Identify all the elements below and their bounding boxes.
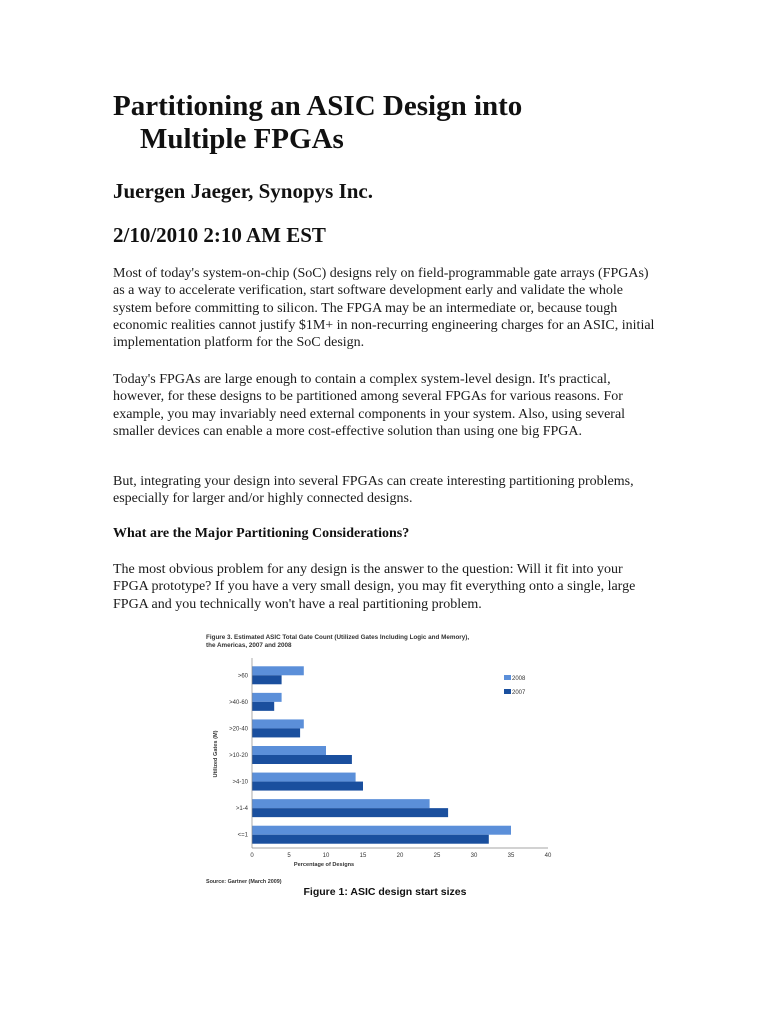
bar-2008-_10_20 bbox=[252, 746, 326, 755]
chart-title-line-2: the Americas, 2007 and 2008 bbox=[206, 642, 292, 649]
x-tick-label: 10 bbox=[322, 853, 330, 859]
category-label: >10-20 bbox=[229, 753, 248, 759]
bar-2008-_60 bbox=[252, 666, 304, 675]
bar-2007-_1_4 bbox=[252, 808, 448, 817]
bar-2007-_1 bbox=[252, 835, 489, 844]
legend-label-2008: 2008 bbox=[512, 676, 526, 682]
paragraph-4: The most obvious problem for any design is the answer to the question: Will it fit into your FPGA prototype? If you have a very small design, you may fit everything onto a single, large FPGA and you technically won't have a real partitioning problem. bbox=[113, 562, 636, 612]
category-label: >4-10 bbox=[232, 779, 248, 786]
legend-label-2007: 2007 bbox=[512, 690, 526, 696]
legend-swatch-2008 bbox=[504, 675, 511, 680]
x-tick-label: 35 bbox=[507, 853, 515, 859]
bar-2007-_4_10 bbox=[252, 782, 363, 791]
x-tick-labels bbox=[250, 853, 552, 859]
category-label: >1-4 bbox=[235, 806, 248, 813]
x-tick-label: 30 bbox=[470, 853, 478, 859]
chart-source: Source: Gartner (March 2009) bbox=[206, 879, 282, 885]
bar-2008-_1_4 bbox=[252, 799, 430, 808]
category-label: >40-60 bbox=[229, 699, 248, 706]
category-label: >60 bbox=[237, 673, 248, 680]
figure-ASIC-gate-count bbox=[200, 630, 570, 900]
bar-2008-_40_60 bbox=[252, 693, 282, 702]
section-heading: What are the Major Partitioning Considerations? bbox=[113, 526, 410, 541]
category-labels bbox=[229, 673, 249, 838]
bars-group bbox=[252, 666, 511, 843]
figure-caption: Figure 1: ASIC design start sizes bbox=[303, 886, 467, 898]
x-tick-label: 25 bbox=[433, 853, 441, 859]
bar-2007-_60 bbox=[252, 675, 282, 684]
bar-2007-_40_60 bbox=[252, 702, 274, 711]
bar-2008-_1 bbox=[252, 826, 511, 835]
paragraph-1: Most of today's system-on-chip (SoC) designs rely on field-programmable gate arrays (FPGAs) as a way to accelerate verification, start software development early and validate the whole system before committing to silicon. The FPGA may be an intermediate or, because tough economic realities cannot justify $1M+ in non-recurring engineering charges for an ASIC, initial implementation platform for the SoC design. bbox=[113, 266, 655, 351]
y-axis-label: Utilized Gates (M) bbox=[213, 730, 219, 778]
title-line-1: Partitioning an ASIC Design into bbox=[113, 90, 523, 122]
x-axis-label: Percentage of Designs bbox=[293, 862, 355, 868]
bar-2007-_20_40 bbox=[252, 728, 300, 737]
category-label: >20-40 bbox=[229, 726, 248, 733]
chart-legend bbox=[504, 675, 526, 696]
bar-2008-_20_40 bbox=[252, 719, 304, 728]
publish-date: 2/10/2010 2:10 AM EST bbox=[113, 223, 326, 247]
x-tick-label: 15 bbox=[359, 853, 367, 859]
bar-2008-_4_10 bbox=[252, 773, 356, 782]
bar-2007-_10_20 bbox=[252, 755, 352, 764]
paragraph-2: Today's FPGAs are large enough to contain a complex system-level design. It's practical, however, for these designs to be partitioned among several FPGAs for various reasons. For example, you may invariably need external components in your system. Also, using several smaller devices can enable a more cost-effective solution than using one big FPGA. bbox=[113, 372, 626, 439]
x-tick-label: 5 bbox=[287, 853, 291, 859]
x-tick-label: 0 bbox=[250, 853, 254, 859]
x-tick-label: 20 bbox=[396, 853, 404, 859]
title-line-2: Multiple FPGAs bbox=[140, 123, 344, 155]
x-tick-label: 40 bbox=[544, 853, 552, 859]
legend-swatch-2007 bbox=[504, 689, 511, 694]
paragraph-3: But, integrating your design into several FPGAs can create interesting partitioning problems, especially for larger and/or highly connected designs. bbox=[113, 474, 634, 507]
chart-title-line-1: Figure 3. Estimated ASIC Total Gate Count (Utilized Gates Including Logic and Memory), bbox=[206, 634, 470, 641]
bar-chart bbox=[200, 630, 570, 900]
category-label: <=1 bbox=[237, 832, 248, 839]
author-line: Juergen Jaeger, Synopys Inc. bbox=[113, 179, 373, 203]
article-title bbox=[113, 90, 713, 156]
